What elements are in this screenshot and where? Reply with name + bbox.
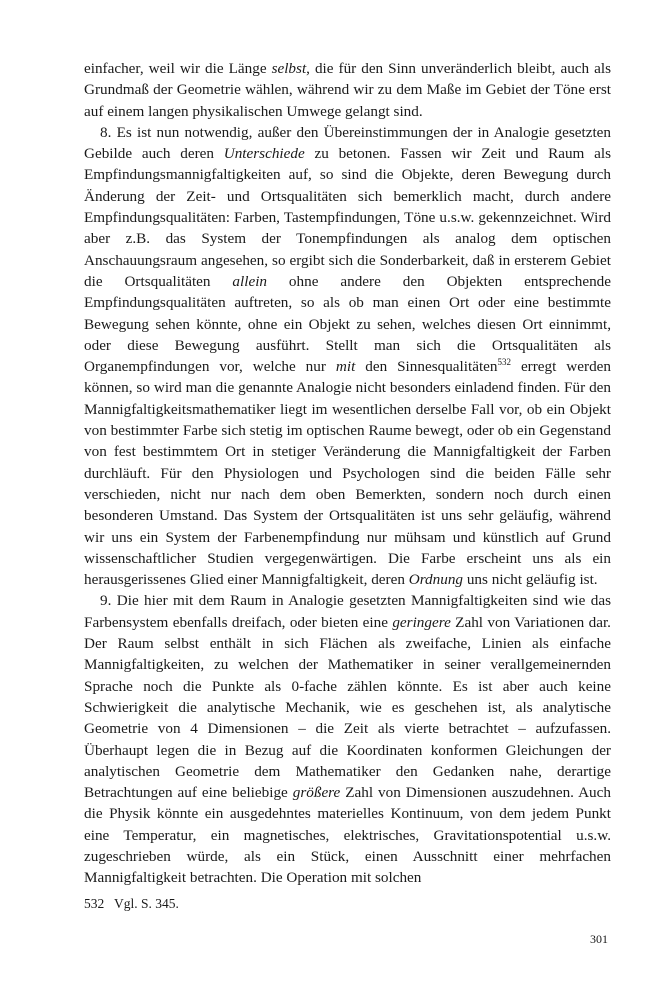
paragraph-1: einfacher, weil wir die Länge selbst, die für den Sinn unveränderlich bleibt, auch als Grundmaß der Geometrie wählen, während wir zu dem Maße im Gebiet der Töne erst auf einem langen physikalischen Umwege gelangt sind. — [84, 60, 611, 120]
emphasis: größere — [292, 784, 341, 802]
page-number: 301 — [590, 932, 608, 946]
main-text — [84, 58, 611, 889]
footnote-reference: 532 — [497, 357, 511, 368]
footnote-number: 532 — [84, 896, 105, 911]
emphasis: selbst — [271, 60, 307, 77]
paragraph-9: 9. Die hier mit dem Raum in Analogie gesetzten Mannigfaltigkeiten sind wie das Farbensystem ebenfalls dreifach, oder bieten eine geringere Zahl von Variationen dar. Der Raum selbst enthält in sich Flächen als zweifache, Linien als einfache Mannigfaltigkeiten, zu welchen der Mathematiker in seiner verallgemeinernden Sprache noch die Punkte als 0-fache zählen könnte. Es ist aber auch keine Schwierigkeit die analytische Mechanik, wie es geschehen ist, als analytische Geometrie von 4 Dimensionen – die Zeit als vierte betrachtet – aufzufassen. Überhaupt legen die in Bezug auf die Koordinaten konformen Gleichungen der analytischen Geometrie dem Mathematiker den Gedanken nahe, derartige Betrachtungen auf eine beliebige größere Zahl von Dimensionen auszudehnen. Auch die Physik könnte ein ausgedehntes materielles Kontinuum, von dem jedem Punkt eine Temperatur, ein magnetisches, elektrisches, Gravitationspotential u.s.w. zugeschrieben würde, als ein Stück, einen Ausschnitt einer mehrfachen Mannigfaltigkeit betrachten. Die Operation mit solchen — [84, 592, 611, 887]
emphasis: Unterschiede — [223, 145, 305, 163]
emphasis: allein — [232, 272, 268, 290]
emphasis: mit — [335, 358, 356, 376]
paragraph-8: 8. Es ist nun notwendig, außer den Übereinstimmungen der in Analogie gesetzten Gebilde auch deren Unterschiede zu betonen. Fassen wir Zeit und Raum als Empfindungsmannigfaltigkeiten auf, so sind die Objekte, deren Bewegung durch Änderung der Zeit- und Ortsqualitäten sich bemerklich macht, durch andere Empfindungsqualitäten: Farben, Tastempfindungen, Töne u.s.w. gekennzeichnet. Wird aber z.B. das System der Tonempfindungen als analog dem optischen Anschauungsraum angesehen, so ergibt sich die Sonderbarkeit, daß in ersterem Gebiet die Ortsqualitäten allein ohne andere den Objekten entsprechende Empfindungsqualitäten auftreten, so als ob man einen Ort oder eine bestimmte Bewegung sehen könnte, ohne ein Objekt zu sehen, welches diesen Ort einnimmt, oder diese Bewegung ausführt. Stellt man sich die Ortsqualitäten als Organempfindungen vor, welche nur mit den Sinnesqualitäten$^{532}$ erregt werden können, so wird man die genannte Analogie nicht besonders einladend finden. Für den Mannigfaltigkeitsmathematiker liegt im wesentlichen derselbe Fall vor, ob ein Objekt von bestimmter Farbe sich stetig im optischen Raume bewegt, oder ob ein Gegenstand von fest bestimmtem Ort in stetiger Veränderung die Mannigfaltigkeit der Farben durchläuft. Für den Physiologen und Psychologen sind die beiden Fälle sehr verschieden, nicht nur nach dem oben Bemerkten, sondern noch durch einen besonderen Umstand. Das System der Ortsqualitäten ist uns sehr geläufig, während wir uns ein System der Farbenempfindung nur mühsam und künstlich auf Grund wissenschaftlicher Studien vergegenwärtigen. Die Farbe erscheint uns als ein herausgerissenes Glied einer Mannigfaltigkeit, deren Ordnung uns nicht geläufig ist. — [84, 123, 612, 589]
footnote-text: Vgl. S. 345. — [114, 896, 179, 911]
emphasis: Ordnung — [408, 571, 464, 589]
emphasis: geringere — [392, 613, 451, 631]
footnote — [84, 895, 179, 913]
